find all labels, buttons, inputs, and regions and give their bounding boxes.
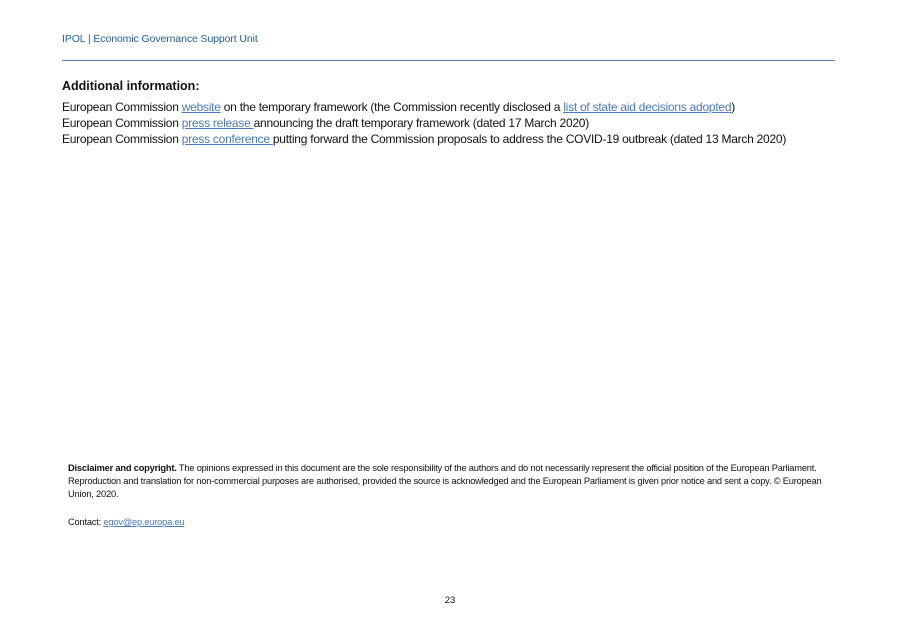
info-line-press-conference	[62, 131, 786, 147]
press-release-link[interactable]: press release	[181, 116, 254, 130]
additional-information-list	[62, 99, 786, 147]
additional-information-heading: Additional information:	[62, 79, 200, 93]
info-line-middle: on the temporary framework (the Commission recently disclosed a	[220, 100, 564, 114]
running-header: IPOL | Economic Governance Support Unit	[62, 33, 258, 45]
header-divider	[62, 60, 835, 61]
info-line-prefix: European Commission	[62, 132, 182, 146]
state-aid-decisions-link[interactable]: list of state aid decisions adopted	[563, 100, 732, 114]
page-number: 23	[444, 595, 456, 606]
info-line-website	[62, 99, 786, 115]
info-line-suffix: putting forward the Commission proposals to address the COVID-19 outbreak (dated 13 March 2020)	[272, 132, 787, 146]
disclaimer-text: The opinions expressed in this document are the sole responsibility of the authors and do not necessarily represent the official position of the European Parliament. Reproduction and translation for non-commercial purposes are authorised, provided the source is acknowledged and the European Parliament is given prior notice and sent a copy. © European Union, 2020.	[68, 463, 822, 499]
contact-line	[68, 517, 184, 527]
disclaimer-title: Disclaimer and copyright.	[68, 463, 177, 473]
info-line-suffix: announcing the draft temporary framework (dated 17 March 2020)	[253, 116, 589, 130]
disclaimer-paragraph	[68, 462, 838, 501]
contact-label: Contact:	[68, 517, 104, 527]
info-line-suffix: )	[731, 100, 736, 114]
website-link[interactable]: website	[181, 100, 221, 114]
contact-email-link[interactable]: egov@ep.europa.eu	[103, 517, 185, 527]
info-line-prefix: European Commission	[62, 116, 182, 130]
info-line-prefix: European Commission	[62, 100, 182, 114]
press-conference-link[interactable]: press conference	[181, 132, 273, 146]
info-line-press-release	[62, 115, 786, 131]
